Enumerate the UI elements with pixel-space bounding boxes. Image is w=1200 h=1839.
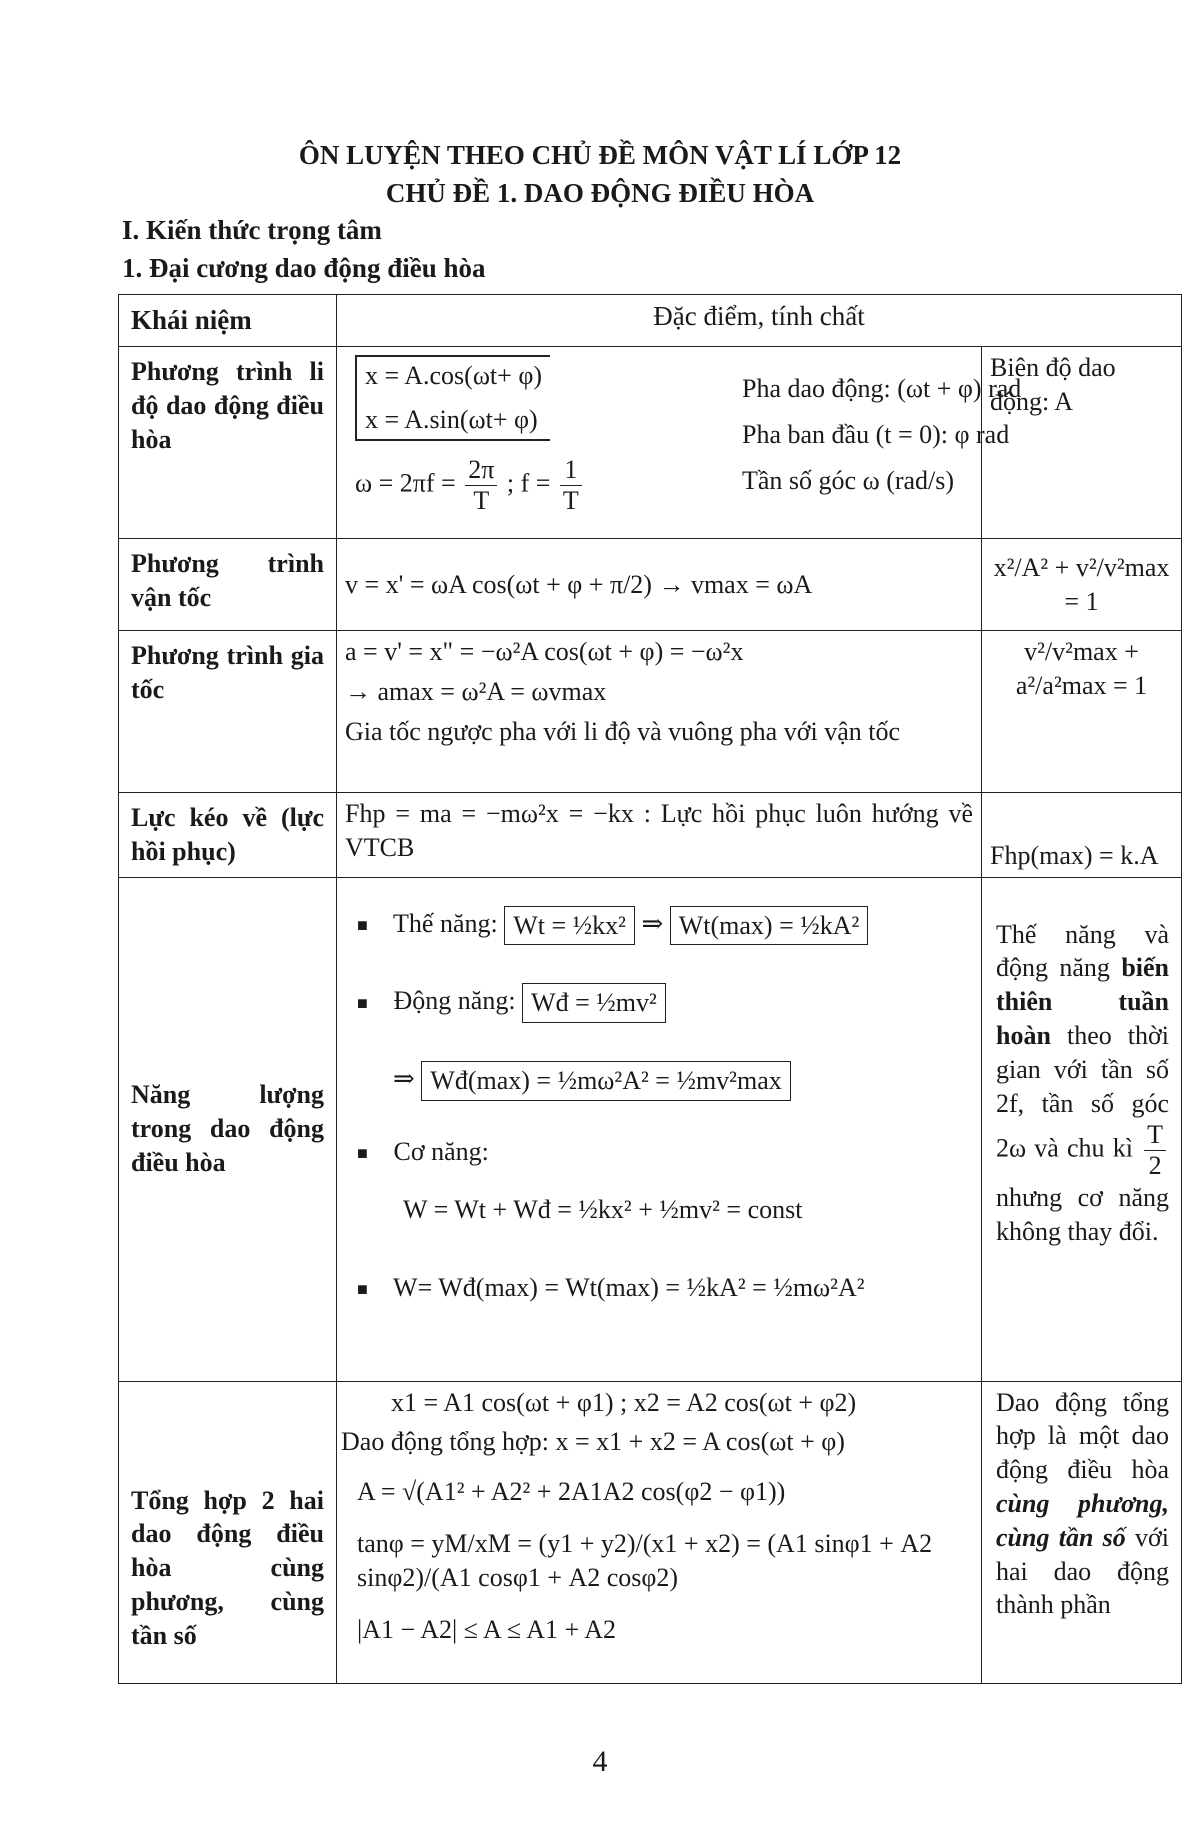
energy-note-2: theo thời gian với tần số 2f, tần số góc 2ω và chu kì: [996, 1021, 1170, 1163]
kinetic-max: Wđ(max) = ½mω²A² = ½mv²max: [421, 1061, 790, 1101]
synthesis-eq-1: x1 = A1 cos(ωt + φ1) ; x2 = A2 cos(ωt + φ2): [391, 1387, 857, 1417]
synthesis-note-italic-1: cùng phương,: [996, 1489, 1170, 1519]
omega-num: 2π: [465, 455, 497, 486]
synthesis-note-italic-2: cùng tần số: [996, 1522, 1126, 1552]
potential-energy-line: [357, 906, 973, 946]
force-equation: Fhp = ma = −mω²x = −kx : Lực hồi phục luôn hướng về VTCB: [337, 793, 982, 878]
bullet-icon: ■: [357, 1143, 368, 1164]
position-eq-cos: x = A.cos(ωt+ φ): [365, 361, 542, 391]
synthesis-note-2: với hai dao động thành phần: [996, 1522, 1170, 1620]
kinetic-energy-line: [357, 983, 973, 1023]
kinetic-label: Động năng:: [393, 986, 516, 1016]
acceleration-cell: [337, 631, 982, 793]
table-row-position: [119, 347, 1182, 539]
prop-phase-label: Pha dao động:: [742, 374, 891, 403]
concept-position: Phương trình li độ dao động điều hòa: [119, 347, 337, 539]
omega-den: T: [473, 485, 490, 515]
table-row-force: [119, 793, 1182, 878]
concept-velocity: Phương trình vận tốc: [119, 539, 337, 631]
mechanical-energy-line: [357, 1135, 973, 1169]
note-frac-num: T: [1144, 1120, 1166, 1151]
energy-note-1: Thế năng và động năng: [996, 919, 1170, 983]
mechanical-label: Cơ năng:: [393, 1137, 489, 1167]
table-header-row: [119, 295, 1182, 347]
concept-force: Lực kéo về (lực hồi phục): [119, 793, 337, 878]
kinetic-max-line: [357, 1061, 973, 1101]
synthesis-eq-3: A = √(A1² + A2² + 2A1A2 cos(φ2 − φ1)): [357, 1477, 786, 1507]
synthesis-note-1: Dao động tổng hợp là một dao động điều hòa: [996, 1387, 1170, 1485]
position-eq-sin: x = A.sin(ωt+ φ): [365, 404, 538, 434]
f-lhs: ; f =: [506, 468, 551, 498]
energy-note-fraction: [1144, 1120, 1166, 1181]
bullet-icon: ■: [357, 992, 368, 1013]
prop-phase-expr: (ωt + φ) rad: [897, 374, 1022, 403]
page-number: 4: [592, 1745, 608, 1778]
energy-note: [982, 877, 1182, 1381]
implies-sign: ⇒: [641, 908, 664, 938]
header-features: Đặc điểm, tính chất: [337, 295, 1182, 347]
f-num: 1: [560, 455, 582, 486]
acceleration-note: Gia tốc ngược pha với li độ và vuông pha với vận tốc: [345, 716, 901, 746]
f-den: T: [562, 485, 579, 515]
table-row-acceleration: [119, 631, 1182, 793]
header-concept: Khái niệm: [119, 295, 337, 347]
acceleration-relation: v²/v²max + a²/a²max = 1: [982, 631, 1182, 793]
omega-fraction: [465, 455, 497, 516]
table-row-energy: [119, 877, 1182, 1381]
concept-synthesis: Tổng hợp 2 hai dao động điều hòa cùng phương, cùng tần số: [119, 1381, 337, 1683]
page-title-2: CHỦ ĐỀ 1. DAO ĐỘNG ĐIỀU HÒA: [385, 178, 815, 208]
position-properties-more: [742, 372, 1021, 497]
concept-energy: Năng lượng trong dao động điều hòa: [119, 877, 337, 1381]
potential-label: Thế năng:: [393, 908, 498, 938]
kinetic-eq: Wđ = ½mv²: [522, 983, 666, 1023]
synthesis-note: [982, 1381, 1182, 1683]
prop-phase: [742, 372, 1021, 406]
energy-cell: [337, 877, 982, 1381]
prop-angular-frequency: Tần số góc ω (rad/s): [742, 465, 955, 495]
mechanical-max: W= Wđ(max) = Wt(max) = ½kA² = ½mω²A²: [393, 1272, 865, 1302]
velocity-equation: v = x' = ωA cos(ωt + φ + π/2) → vmax = ωA: [337, 539, 982, 631]
mechanical-eq: W = Wt + Wđ = ½kx² + ½mv² = const: [403, 1194, 803, 1224]
table-row-synthesis: [119, 1381, 1182, 1683]
prop-initial-phase: Pha ban đầu (t = 0): φ rad: [742, 419, 1010, 449]
synthesis-eq-5: |A1 − A2| ≤ A ≤ A1 + A2: [357, 1614, 616, 1644]
prop-amplitude: Biên độ dao động: A: [990, 353, 1116, 416]
concept-acceleration: Phương trình gia tốc: [119, 631, 337, 793]
synthesis-eq-4: tanφ = yM/xM = (y1 + y2)/(x1 + x2) = (A1 sinφ1 + A2 sinφ2)/(A1 cosφ1 + A2 cosφ2): [357, 1529, 933, 1592]
bullet-icon: ■: [357, 914, 368, 935]
bullet-icon: ■: [357, 1279, 368, 1299]
omega-lhs: ω = 2πf =: [355, 468, 456, 498]
potential-eq: Wt = ½kx²: [504, 906, 635, 946]
force-max: Fhp(max) = k.A: [982, 793, 1182, 878]
f-fraction: [560, 455, 582, 516]
energy-note-bold: biến thiên tuần hoàn: [996, 953, 1170, 1051]
implies-sign: ⇒: [393, 1064, 415, 1094]
position-eq-bracket: [355, 355, 550, 441]
synthesis-eq-2: Dao động tổng hợp: x = x1 + x2 = A cos(ωt + φ): [341, 1427, 845, 1457]
section-heading: I. Kiến thức trọng tâm: [122, 215, 382, 245]
table-row-velocity: [119, 539, 1182, 631]
page-title-1: ÔN LUYỆN THEO CHỦ ĐỀ MÔN VẬT LÍ LỚP 12: [298, 140, 902, 170]
summary-table: [118, 294, 1182, 1684]
acceleration-max: → amax = ω²A = ωvmax: [345, 676, 607, 706]
note-frac-den: 2: [1148, 1151, 1162, 1181]
synthesis-cell: [337, 1381, 982, 1683]
mechanical-max-line: [357, 1271, 973, 1305]
acceleration-equation: a = v' = x" = −ω²A cos(ωt + φ) = −ω²x: [345, 637, 744, 667]
velocity-relation: x²/A² + v²/v²max = 1: [982, 539, 1182, 631]
energy-note-3: nhưng cơ năng không thay đổi.: [996, 1183, 1170, 1247]
potential-max: Wt(max) = ½kA²: [670, 906, 869, 946]
subsection-heading: 1. Đại cương dao động điều hòa: [122, 253, 486, 283]
